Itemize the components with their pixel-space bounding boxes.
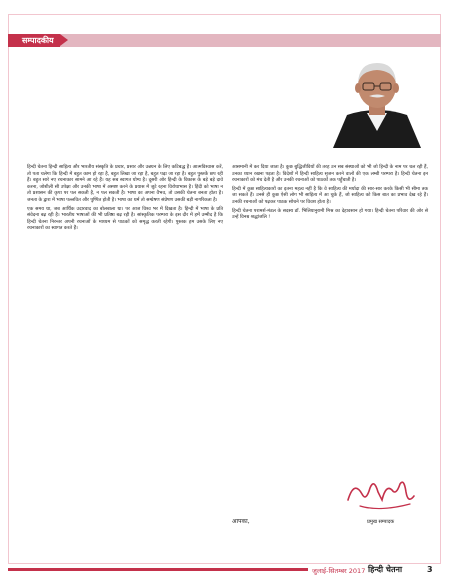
portrait-photo-icon: [327, 53, 427, 148]
left-paragraph: हिन्दी चेतना हिन्दी साहित्य और भारतीय संस्कृति के प्रचार, प्रसार और उन्नयन के लिए कटिबद्ध है। आत्मविश्वास करें, तो पता चलेगा कि हिन्दी में बहुत काम हो रहा है, बहुत लिखा जा रहा है, बहुत पढ़ा जा रहा है। बहुत पुस्तकें छप रही हैं। बहुत सारे नए रचनाकार सामने आ रहे हैं। यह सब स्वागत योग्य है। दूसरी ओर हिन्दी के विकास के बड़े बड़े दावे करना, जोशीली सी उपेक्षा और उनकी भाषा में अस्पष्ट करने के प्रयास में जुटे रहना विरोधाभास है। हिंदी को भाषा न तो प्रशासन की कृपा पर पल सकती है, न पल सकती है। भाषा का अपना वैभव, तो उसकी चेतना बनता होता है। जनता के द्वारा में भाषा पल्लवित और पुष्पित होती है। भाषा का धर्म तो सम्प्रेषण संप्रेषण उसकी बड़ी नागरिकता है।: [27, 165, 223, 203]
magazine-logo: हिन्दी चेतना: [368, 565, 403, 574]
right-text-column: [232, 165, 428, 224]
editorial-header-bar: [8, 34, 441, 47]
footer-rule: [8, 568, 308, 571]
signature-title: प्रमुख सम्पादक: [367, 519, 395, 525]
closing-text: आपका,: [232, 518, 250, 525]
page-number: 3: [427, 565, 433, 574]
left-paragraph: एक समय था, जब आर्थिक उदारवाद का बोलबाला था। पर आज विश्व भर में दिखता है। हिन्दी में भाषा के प्रति संवेदना बढ़ रही है। भारतीय भाषाओं की भी प्रतिष्ठा बढ़ रही है। सांस्कृतिक परम्परा के इस दौर में हमें उम्मीद है कि हिन्दी चेतना निरन्तर अपनी रचनाओं के माध्यम से पाठकों को समृद्ध करती रहेगी। पुस्तक हम उसके लिए नए रचनाकारों का स्वागत करते हैं।: [27, 206, 223, 232]
left-text-column: [27, 165, 223, 235]
signature-block: [232, 470, 432, 540]
right-paragraph: हिन्दी में कुछ साहित्यकारों का इतना महत्व नहीं है कि वे साहित्य की मर्यादा की सार-सार करके किसी भी सीमा तक जा सकते हैं। उनसे ही कुछ ऐसी लोग भी साहित्य में आ चुके हैं, जो साहित्य को किस बात का प्रभाव देख रहे हैं। उनकी रचनाओं को पढ़कर पाठक सोचने पर विवश होता है।: [232, 186, 428, 205]
right-paragraph: आसमानी में कर दिया जाता है। कुछ बुद्धिजीवियों की तरह उन सब संस्थाओं को भी जो हिन्दी के नाम पर चल रही हैं, उनका ध्यान रखना पड़ता है। विदेशों में हिन्दी साहित्य सृजन करने वालों की एक लम्बी परम्परा है। हिन्दी चेतना इन रचनाकारों को मंच देती है और उनकी रचनाओं को पाठकों तक पहुँचाती है।: [232, 165, 428, 184]
editorial-title: सम्पादकीय: [8, 34, 60, 47]
handwritten-signature-icon: [340, 470, 420, 520]
editor-photo: [327, 53, 427, 148]
issue-date: जुलाई-सितम्बर 2017: [312, 567, 366, 575]
page-footer: [0, 564, 449, 583]
right-paragraph: हिन्दी चेतना परामर्श-मंडल के सदस्य डॉ. भिलियानुरामी मिश्र का देहावसान हो गया। हिन्दी चेतना परिवार की ओर से उन्हें विनम्र श्रद्धांजलि !: [232, 208, 428, 221]
